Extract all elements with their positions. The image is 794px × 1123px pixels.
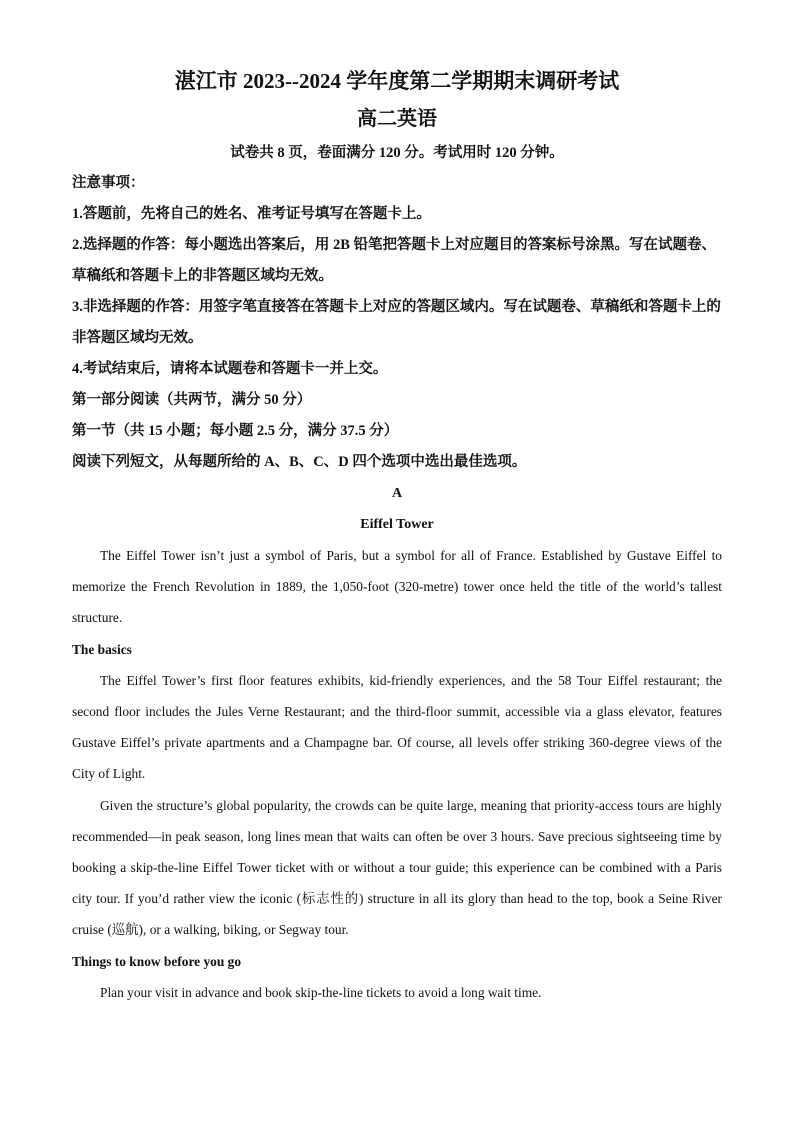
heading-basics: The basics <box>72 641 132 657</box>
notice-label: 注意事项： <box>72 175 145 191</box>
section-heading: 第一节（共 15 小题；每小题 2.5 分，满分 37.5 分） <box>72 423 399 439</box>
part-heading: 第一部分阅读（共两节，满分 50 分） <box>72 392 312 408</box>
exam-page <box>72 62 722 1008</box>
paragraph-4: Plan your visit in advance and book skip-the-line tickets to avoid a long wait time. <box>100 984 542 1000</box>
notice-item-2: 2.选择题的作答：每小题选出答案后，用 2B 铅笔把答题卡上对应题目的答案标号涂黑。写在试题卷、草稿纸和答题卡上的非答题区域均无效。 <box>72 237 717 284</box>
notice-item-1: 1.答题前，先将自己的姓名、准考证号填写在答题卡上。 <box>72 206 431 222</box>
section-instruction: 阅读下列短文，从每题所给的 A、B、C、D 四个选项中选出最佳选项。 <box>72 454 527 470</box>
exam-subject: 高二英语 <box>357 108 437 130</box>
exam-info: 试卷共 8 页，卷面满分 120 分。考试用时 120 分钟。 <box>230 145 564 161</box>
paragraph-3: Given the structure’s global popularity, the crowds can be quite large, meaning that priority-access tours are highly recommended—in peak season, long lines mean that waits can often be over 3 hours. Save precious sightseeing time by booking a skip-the-line Eiffel Tower ticket with or without a tour guide; this experience can be combined with a Paris city tour. If you’d rather view the iconic (标志性的) structure in all its glory than head to the top, book a Seine River cruise (巡航), or a walking, biking, or Segway tour. <box>72 797 722 938</box>
passage-title: Eiffel Tower <box>360 517 434 532</box>
paragraph-2: The Eiffel Tower’s first floor features exhibits, kid-friendly experiences, and the 58 Tour Eiffel restaurant; the second floor includes the Jules Verne Restaurant; and the third-floor summit, accessible via a glass elevator, features Gustave Eiffel’s private apartments and a Champagne bar. Of course, all levels offer striking 360-degree views of the City of Light. <box>72 672 722 782</box>
exam-title: 湛江市 2023--2024 学年度第二学期期末调研考试 <box>174 69 620 93</box>
notice-item-3: 3.非选择题的作答：用签字笔直接答在答题卡上对应的答题区域内。写在试题卷、草稿纸和答题卡上的非答题区域均无效。 <box>72 299 721 346</box>
paragraph-1: The Eiffel Tower isn’t just a symbol of Paris, but a symbol for all of France. Established by Gustave Eiffel to memorize the French Revolution in 1889, the 1,050-foot (320-metre) tower once held the title of the world’s tallest structure. <box>72 548 722 626</box>
notice-item-4: 4.考试结束后，请将本试题卷和答题卡一并上交。 <box>72 361 388 377</box>
heading-things-to-know: Things to know before you go <box>72 953 242 969</box>
passage-letter: A <box>391 486 403 501</box>
